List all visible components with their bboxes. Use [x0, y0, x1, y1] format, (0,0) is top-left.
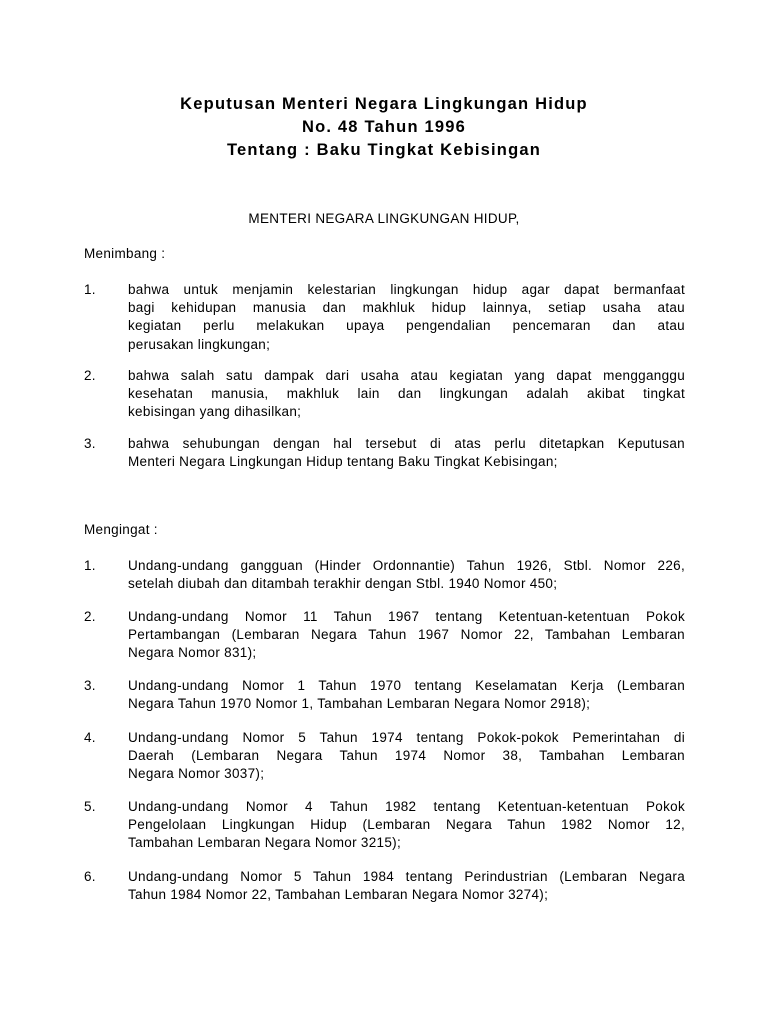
text-line: Tahun 1984 Nomor 22, Tambahan Lembaran Negara Nomor 3274);: [128, 887, 549, 903]
text-line: Undang-undang Nomor 5 Tahun 1984 tentang Perindustrian (Lembaran Negara: [128, 869, 685, 884]
mengingat-item-5: [84, 798, 685, 853]
item-text: [128, 435, 685, 471]
text-line: Undang-undang Nomor 4 Tahun 1982 tentang Ketentuan-ketentuan Pokok: [128, 799, 685, 814]
text-line: Tambahan Lembaran Negara Nomor 3215);: [128, 835, 401, 851]
title-line-3: Tentang : Baku Tingkat Kebisingan: [226, 141, 542, 159]
text-line: Negara Nomor 831);: [128, 645, 257, 661]
item-number: 3.: [84, 678, 96, 693]
mengingat-label: Mengingat :: [84, 522, 158, 537]
title-line-1: Keputusan Menteri Negara Lingkungan Hidup: [180, 95, 588, 113]
text-line: Pertambangan (Lembaran Negara Tahun 1967 Nomor 22, Tambahan Lembaran: [128, 627, 685, 643]
text-line: Undang-undang Nomor 11 Tahun 1967 tentang Ketentuan-ketentuan Pokok: [128, 609, 685, 624]
menimbang-item-3: [84, 435, 685, 471]
title-line-2: No. 48 Tahun 1996: [301, 118, 467, 136]
item-text: [128, 608, 685, 663]
text-line: Undang-undang gangguan (Hinder Ordonnantie) Tahun 1926, Stbl. Nomor 226,: [128, 558, 685, 573]
item-text: [128, 677, 685, 713]
item-text: [128, 557, 685, 593]
mengingat-item-2: [84, 608, 685, 663]
text-line: setelah diubah dan ditambah terakhir dengan Stbl. 1940 Nomor 450;: [128, 576, 558, 592]
text-line: Pengelolaan Lingkungan Hidup (Lembaran Negara Tahun 1982 Nomor 12,: [128, 817, 685, 833]
text-line: bahwa sehubungan dengan hal tersebut di atas perlu ditetapkan Keputusan: [128, 436, 685, 451]
text-line: kesehatan manusia, makhluk lain dan lingkungan adalah akibat tingkat: [128, 386, 685, 402]
document-heading: MENTERI NEGARA LINGKUNGAN HIDUP,: [248, 211, 520, 226]
text-line: bahwa salah satu dampak dari usaha atau kegiatan yang dapat mengganggu: [128, 368, 685, 383]
item-text: [128, 729, 685, 784]
mengingat-item-3: [84, 677, 685, 713]
text-line: Daerah (Lembaran Negara Tahun 1974 Nomor 38, Tambahan Lembaran: [128, 748, 685, 764]
text-line: bahwa untuk menjamin kelestarian lingkungan hidup agar dapat bermanfaat: [128, 282, 685, 297]
text-line: kegiatan perlu melakukan upaya pengendalian pencemaran dan atau: [128, 318, 685, 334]
text-line: bagi kehidupan manusia dan makhluk hidup lainnya, setiap usaha atau: [128, 300, 685, 316]
item-number: 5.: [84, 799, 96, 814]
item-number: 4.: [84, 730, 96, 745]
item-number: 2.: [84, 368, 96, 383]
text-line: Undang-undang Nomor 5 Tahun 1974 tentang Pokok-pokok Pemerintahan di: [128, 730, 685, 745]
item-number: 6.: [84, 869, 96, 884]
menimbang-label: Menimbang :: [84, 246, 166, 261]
item-number: 1.: [84, 282, 96, 297]
mengingat-item-4: [84, 729, 685, 784]
text-line: perusakan lingkungan;: [128, 336, 271, 352]
item-text: [128, 367, 685, 422]
text-line: Menteri Negara Lingkungan Hidup tentang Baku Tingkat Kebisingan;: [128, 454, 558, 470]
item-number: 3.: [84, 436, 96, 451]
document-title: [0, 93, 768, 162]
item-text: [128, 281, 685, 354]
text-line: Undang-undang Nomor 1 Tahun 1970 tentang Keselamatan Kerja (Lembaran: [128, 678, 685, 693]
menimbang-item-1: [84, 281, 685, 354]
item-number: 2.: [84, 609, 96, 624]
item-text: [128, 798, 685, 853]
mengingat-item-6: [84, 868, 685, 904]
text-line: kebisingan yang dihasilkan;: [128, 404, 302, 420]
item-text: [128, 868, 685, 904]
item-number: 1.: [84, 558, 96, 573]
text-line: Negara Nomor 3037);: [128, 766, 265, 782]
menimbang-item-2: [84, 367, 685, 422]
mengingat-item-1: [84, 557, 685, 593]
text-line: Negara Tahun 1970 Nomor 1, Tambahan Lembaran Negara Nomor 2918);: [128, 696, 591, 712]
